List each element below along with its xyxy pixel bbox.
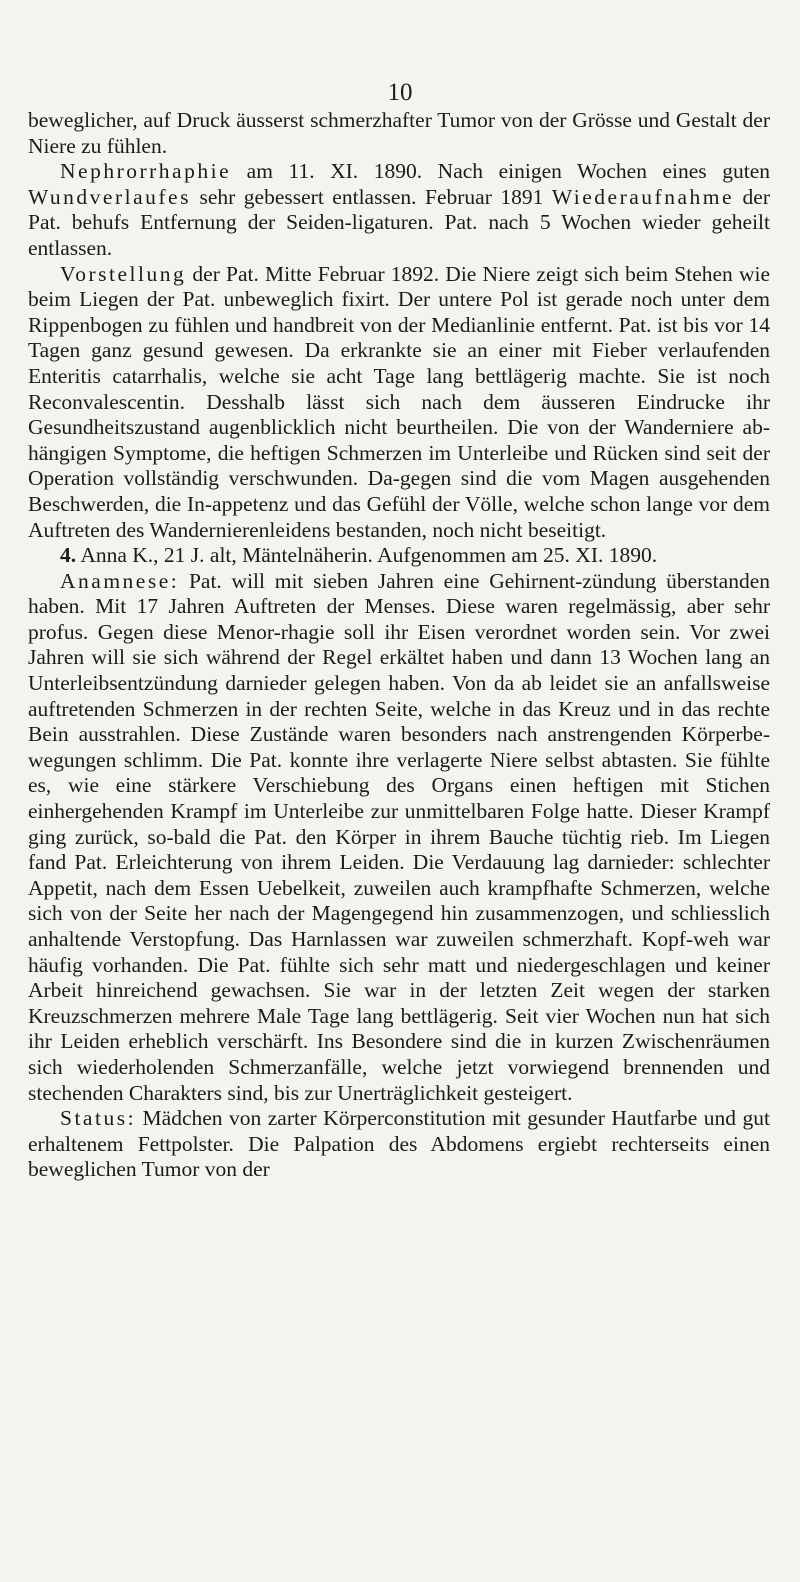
paragraph (28, 543, 770, 569)
case-number: 4. (60, 543, 77, 568)
page-number: 10 (387, 79, 413, 106)
body-text (28, 108, 770, 1183)
spaced-term: Wiederaufnahme (551, 184, 735, 209)
paragraph (28, 569, 770, 1106)
paragraph (28, 262, 770, 544)
spaced-term: Anamnese: (60, 568, 180, 593)
spaced-term: Status: (60, 1106, 137, 1131)
spaced-term: Vorstellung (60, 261, 187, 286)
text-run: sehr gebessert entlassen. Februar 1891 (190, 184, 552, 209)
paragraph (28, 1106, 770, 1183)
paragraph (28, 159, 770, 261)
spaced-term: Nephrorrhaphie (60, 159, 232, 184)
text-run: am 11. XI. 1890. Nach einigen Wochen eines guten (231, 159, 770, 184)
paragraph (28, 108, 770, 159)
text-run: Pat. will mit sieben Jahren eine Gehirnent-zündung überstanden haben. Mit 17 Jahren Auftreten der Menses. Diese waren regelmässig, aber sehr profus. Gegen diese Menor-rhagie soll ihr Eisen verordnet worden sein. Vor zwei Jahren will sie sich während der Regel erkältet haben und dann 13 Wochen lang an Unterleibsentzündung darnieder gelegen haben. Von da ab leidet sie an anfallsweise auftretenden Schmerzen in der rechten Seite, welche in das Kreuz und in das rechte Bein ausstrahlen. Diese Zustände waren besonders nach anstrengenden Körperbe-wegungen schlimm. Die Pat. konnte ihre verlagerte Niere selbst abtasten. Sie fühlte es, wie eine stärkere Verschiebung des Organs einen heftigen mit Stichen einhergehenden Krampf im Unterleibe zur unmittelbaren Folge hatte. Dieser Krampf ging zurück, so-bald die Pat. den Körper in ihrem Bauche tüchtig rieb. Im Liegen fand Pat. Erleichterung von ihrem Leiden. Die Verdauung lag darnieder: schlechter Appetit, nach dem Essen Uebelkeit, zuweilen auch krampfhafte Schmerzen, welche sich von der Seite her nach der Magengegend hin zusammenzogen, und schliesslich anhaltende Verstopfung. Das Harnlassen war zuweilen schmerzhaft. Kopf-weh war häufig vorhanden. Die Pat. fühlte sich sehr matt und niedergeschlagen und keiner Arbeit hinreichend gewachsen. Sie war in der letzten Zeit wegen der starken Kreuzschmerzen mehrere Male Tage lang bettlägerig. Seit vier Wochen nun hat sich ihr Leiden erheblich verschärft. Ins Besondere sind die in kurzen Zwischenräumen sich wiederholenden Schmerzanfälle, welche jetzt vorwiegend brennenden und stechenden Charakters sind, bis zur Unerträglichkeit gesteigert. (28, 568, 770, 1105)
spaced-term: Wundverlaufes (28, 184, 191, 209)
text-run: der Pat. Mitte Februar 1892. Die Niere zeigt sich beim Stehen wie beim Liegen der Pat. unbeweglich fixirt. Der untere Pol ist gerade noch unter dem Rippenbogen zu fühlen und handbreit von der Medianlinie entfernt. Pat. ist bis vor 14 Tagen ganz gesund gewesen. Da erkrankte sie an einer mit Fieber verlaufenden Enteritis catarrhalis, welche sie acht Tage lang bettlägerig machte. Sie ist noch Reconvalescentin. Desshalb lässt sich nach dem äusseren Eindrucke ihr Gesundheitszustand augenblicklich nicht beurtheilen. Die von der Wanderniere ab-hängigen Symptome, die heftigen Schmerzen im Unterleibe und Rücken sind seit der Operation vollständig verschwunden. Da-gegen sind die vom Magen ausgehenden Beschwerden, die In-appetenz und das Gefühl der Völle, welche schon lange vor dem Auftreten des Wandernierenleidens bestanden, noch nicht beseitigt. (28, 261, 770, 542)
text-run: der Pat. behufs Entfernung der Seiden-ligaturen. Pat. nach 5 Wochen wieder geheilt entlassen. (28, 184, 770, 260)
text-run: Mädchen von zarter Körperconstitution mit gesunder Hautfarbe und gut erhaltenem Fettpolster. Die Palpation des Abdomens ergiebt rechterseits einen beweglichen Tumor von der (28, 1106, 770, 1182)
text-run: Anna K., 21 J. alt, Mäntelnäherin. Aufgenommen am 25. XI. 1890. (76, 543, 658, 568)
text-run: beweglicher, auf Druck äusserst schmerzhafter Tumor von der Grösse und Gestalt der Niere zu fühlen. (28, 108, 770, 158)
